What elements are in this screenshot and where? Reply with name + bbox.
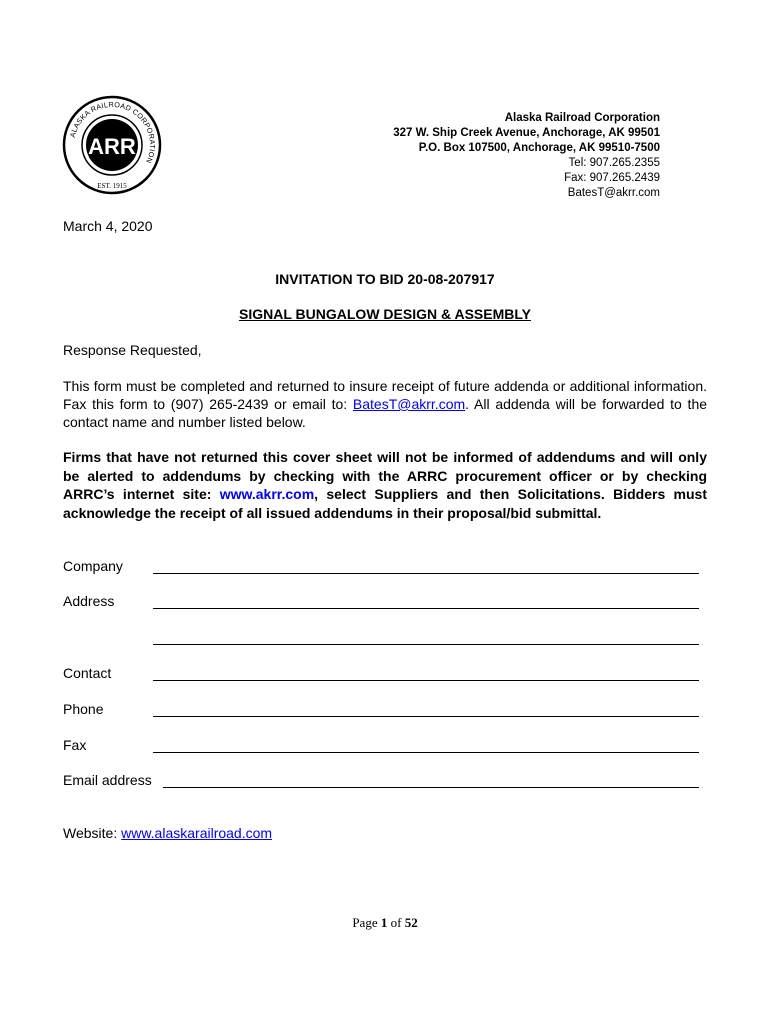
company-address1: 327 W. Ship Creek Avenue, Anchorage, AK 99501 (393, 127, 660, 139)
page-total: 52 (404, 915, 418, 930)
email-link[interactable]: BatesT@akrr.com (352, 396, 466, 412)
akrr-site-link[interactable]: www.akrr.com (219, 486, 315, 502)
company-name: Alaska Railroad Corporation (504, 112, 660, 124)
notice-text-1: Firms that have not returned this cover sheet will not be informed of addendums and will only be alerted to addendums by checking with the ARRC procurement officer or by checking ARRC’s internet site: (63, 449, 707, 502)
company-tel: Tel: 907.265.2355 (568, 157, 660, 169)
notice-text-2: , select Suppliers and then Solicitations. Bidders must acknowledge the receipt of all issued addendums in their proposal/bid submittal. (63, 486, 708, 521)
logo-est: EST. 1915 (97, 182, 127, 190)
company-header (393, 111, 660, 201)
contact-input-line[interactable] (153, 680, 699, 681)
company-fax: Fax: 907.265.2439 (564, 172, 660, 184)
address-input-line-1[interactable] (153, 608, 699, 609)
email-label: Email address (63, 772, 152, 788)
notice-paragraph (63, 448, 707, 522)
website-label: Website: (63, 825, 122, 841)
bid-subtitle: SIGNAL BUNGALOW DESIGN & ASSEMBLY (239, 306, 531, 322)
company-email: BatesT@akrr.com (567, 187, 660, 199)
phone-input-line[interactable] (153, 716, 699, 717)
instructions-paragraph (63, 377, 707, 431)
contact-label: Contact (63, 665, 112, 681)
page-prefix: Page (352, 915, 381, 930)
address-label: Address (63, 593, 115, 609)
phone-label: Phone (63, 701, 104, 717)
bid-title: INVITATION TO BID 20-08-207917 (275, 271, 495, 287)
alaska-railroad-logo (62, 95, 162, 195)
website-line (63, 825, 272, 841)
fax-input-line[interactable] (153, 752, 699, 753)
website-link[interactable]: www.alaskarailroad.com (121, 825, 273, 841)
letter-date: March 4, 2020 (63, 218, 153, 234)
company-address2: P.O. Box 107500, Anchorage, AK 99510-7500 (418, 142, 660, 154)
instructions-text-1: This form must be completed and returned to insure receipt of future addenda or additional information. Fax this form to (907) 265-2439 or email to: (63, 378, 707, 412)
fax-label: Fax (63, 737, 87, 753)
company-label: Company (63, 558, 123, 574)
page-indicator (0, 915, 770, 931)
page-current: 1 (380, 915, 388, 930)
response-requested: Response Requested, (63, 342, 202, 358)
logo-ring-text: ALASKA RAILROAD CORPORATION (67, 99, 158, 165)
page-of: of (387, 915, 405, 930)
address-input-line-2[interactable] (153, 644, 699, 645)
logo-initials: ARR (88, 134, 136, 159)
company-input-line[interactable] (153, 573, 699, 574)
email-input-line[interactable] (163, 787, 699, 788)
instructions-text-2: . All addenda will be forwarded to the contact name and number listed below. (63, 396, 708, 430)
